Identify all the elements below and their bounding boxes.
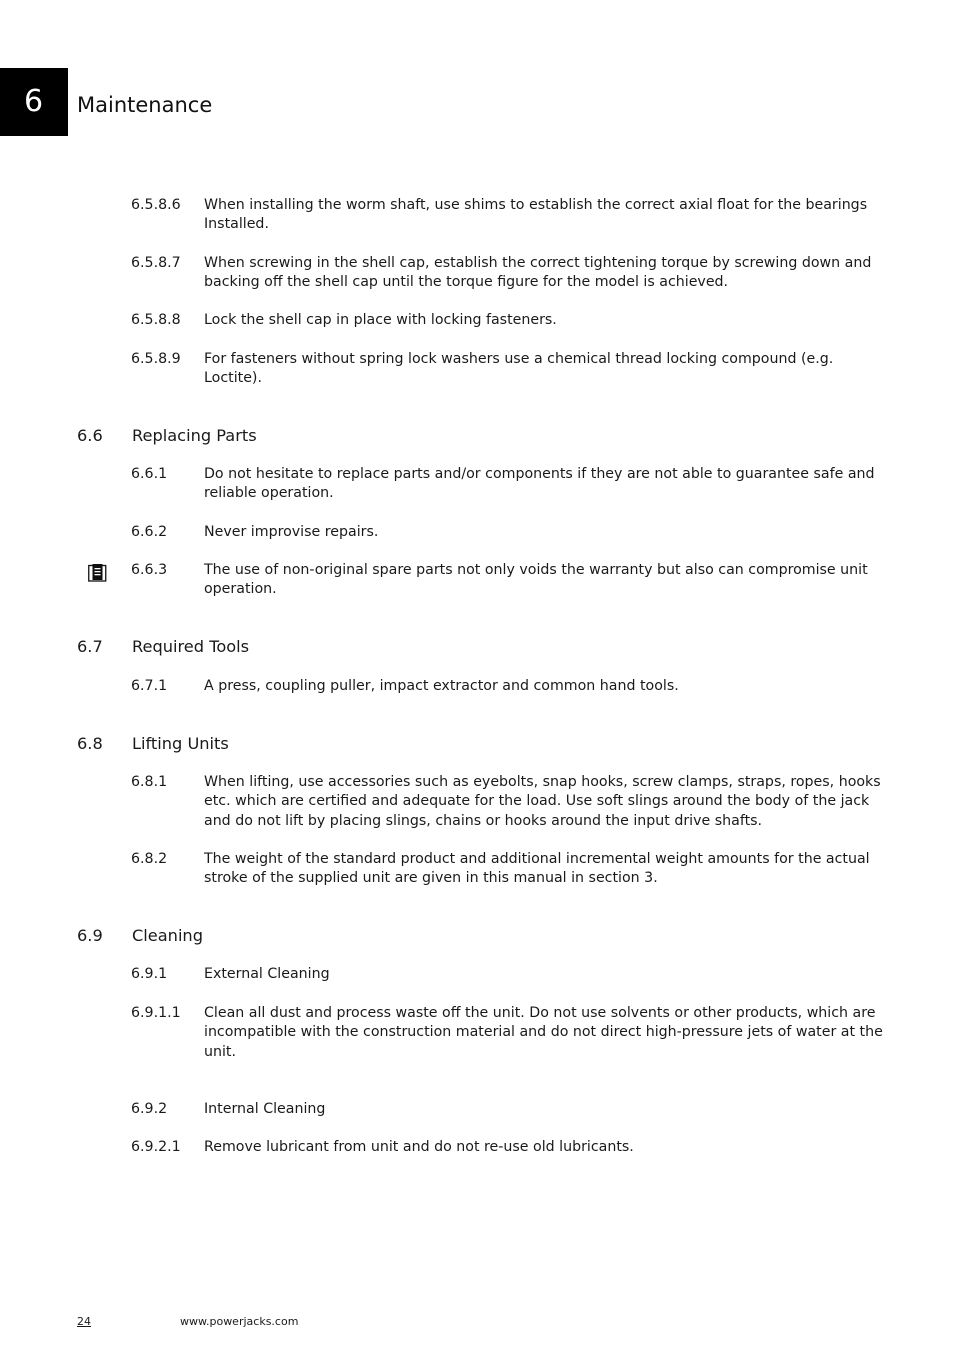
section-title: Required Tools <box>132 637 250 656</box>
section-title: Lifting Units <box>132 734 229 753</box>
clause-number: 6.9.1 <box>131 966 168 982</box>
clause-text: Do not hesitate to replace parts and/or components if they are not able to guarantee safe and reliable operation. <box>204 466 875 502</box>
section-number: 6.6 <box>77 426 103 445</box>
clause-number: 6.5.8.6 <box>131 197 181 213</box>
section-number: 6.8 <box>77 734 103 753</box>
clause-number: 6.8.1 <box>131 774 168 790</box>
section-number: 6.7 <box>77 637 103 656</box>
clause-text: Never improvise repairs. <box>204 524 379 540</box>
clause-text: When installing the worm shaft, use shims to establish the correct axial float for the bearings Installed. <box>204 197 868 233</box>
clause-number: 6.5.8.8 <box>131 312 181 328</box>
clause-number: 6.9.2 <box>131 1101 168 1117</box>
clause-number: 6.6.1 <box>131 466 168 482</box>
chapter-number: 6 <box>24 84 44 119</box>
clause-text: For fasteners without spring lock washers use a chemical thread locking compound (e.g. Loctite). <box>204 351 834 387</box>
clause-text: The weight of the standard product and additional incremental weight amounts for the actual stroke of the supplied unit are given in this manual in section 3. <box>204 851 870 887</box>
chapter-title: Maintenance <box>77 93 213 117</box>
clause-number: 6.7.1 <box>131 678 168 694</box>
clause-number: 6.8.2 <box>131 851 168 867</box>
clause-text: External Cleaning <box>204 966 330 982</box>
footer-page-number[interactable]: 24 <box>77 1315 91 1328</box>
clause-text: When lifting, use accessories such as eyebolts, snap hooks, screw clamps, straps, ropes, hooks etc. which are certified and adequate for the load. Use soft slings around the body of the jack and do not lift by placing slings, chains or hooks around the input drive shafts. <box>204 774 881 829</box>
clause-text: Lock the shell cap in place with locking fasteners. <box>204 312 557 328</box>
clause-text: The use of non-original spare parts not only voids the warranty but also can compromise unit operation. <box>204 562 868 598</box>
clause-number: 6.6.2 <box>131 524 168 540</box>
section-title: Cleaning <box>132 926 203 945</box>
clause-text: When screwing in the shell cap, establish the correct tightening torque by screwing down and backing off the shell cap until the torque figure for the model is achieved. <box>204 255 872 291</box>
section-title: Replacing Parts <box>132 426 257 445</box>
section-number: 6.9 <box>77 926 103 945</box>
clause-number: 6.6.3 <box>131 562 168 578</box>
chapter-number-box <box>0 68 68 136</box>
clause-number: 6.5.8.7 <box>131 255 181 271</box>
note-document-icon <box>88 564 108 582</box>
footer-website-url[interactable]: www.powerjacks.com <box>180 1315 299 1328</box>
clause-text: Remove lubricant from unit and do not re-use old lubricants. <box>204 1139 634 1155</box>
clause-number: 6.9.2.1 <box>131 1139 181 1155</box>
clause-text: Internal Cleaning <box>204 1101 326 1117</box>
clause-number: 6.9.1.1 <box>131 1005 181 1021</box>
clause-text: Clean all dust and process waste off the unit. Do not use solvents or other products, which are incompatible with the construction material and do not direct high-pressure jets of water at the unit. <box>204 1005 883 1060</box>
clause-number: 6.5.8.9 <box>131 351 181 367</box>
clause-text: A press, coupling puller, impact extractor and common hand tools. <box>204 678 679 694</box>
